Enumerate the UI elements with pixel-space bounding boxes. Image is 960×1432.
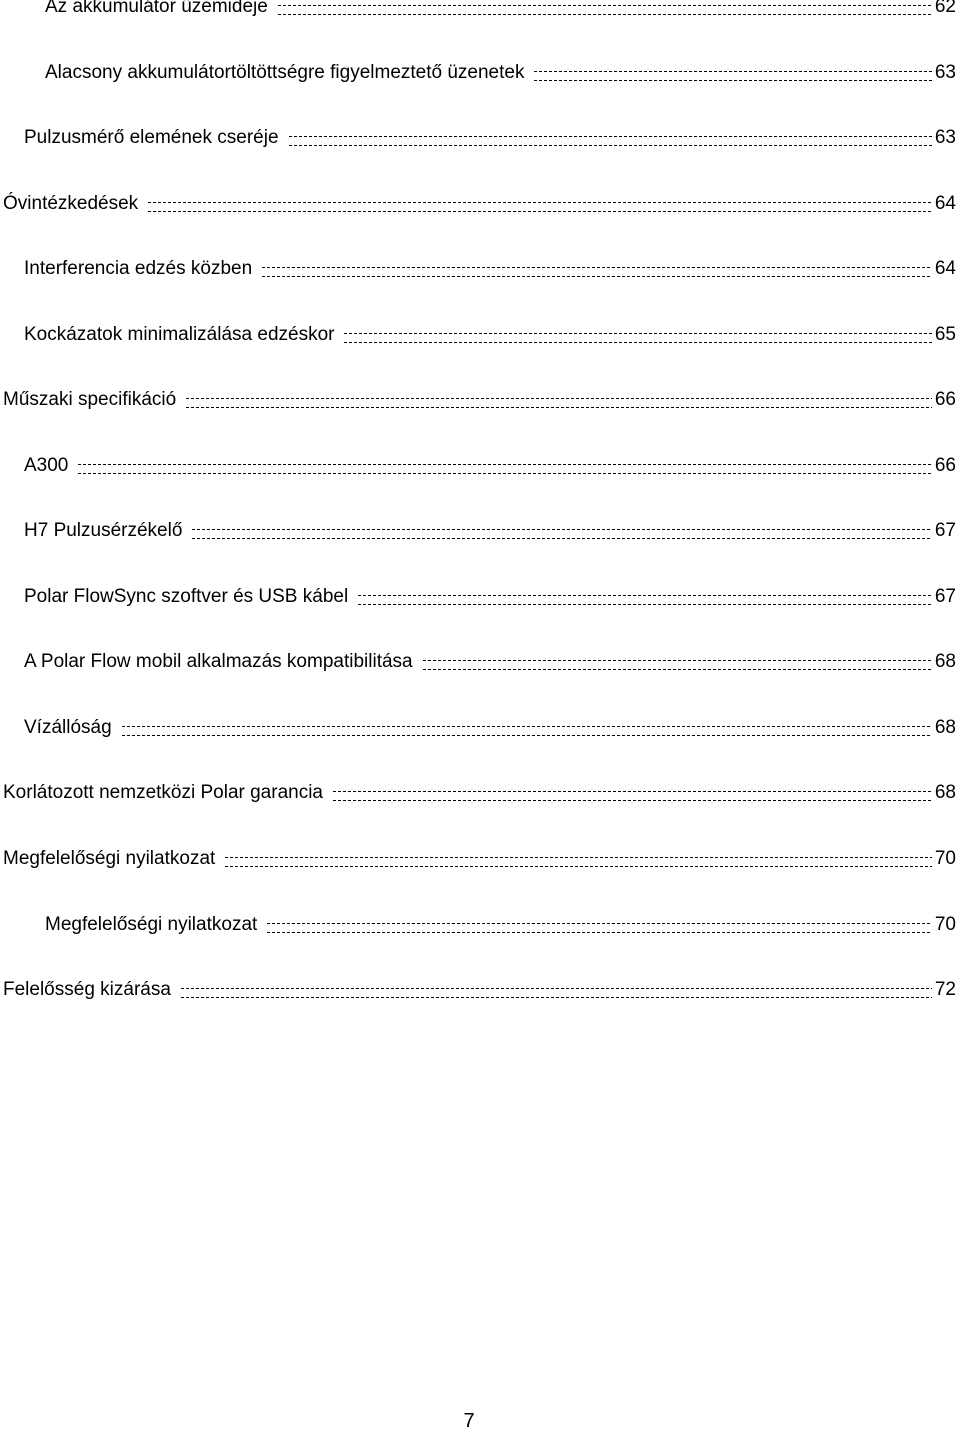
toc-entry-page: 63: [934, 127, 956, 148]
toc-entry[interactable]: [24, 449, 956, 477]
toc-entry-page: 68: [934, 782, 956, 803]
toc-dot-leader: [225, 857, 932, 867]
toc-dot-leader: [423, 660, 932, 670]
toc-entry-title: Műszaki specifikáció: [3, 389, 177, 410]
toc-entry-page: 70: [934, 848, 956, 869]
toc-entry[interactable]: [45, 56, 956, 84]
toc-entry-title: Polar FlowSync szoftver és USB kábel: [24, 586, 349, 607]
toc-entry[interactable]: [24, 318, 956, 346]
toc-dot-leader: [122, 726, 932, 736]
toc-entry-page: 67: [934, 520, 956, 541]
toc-entry-page: 62: [934, 0, 956, 17]
toc-dot-leader: [148, 202, 932, 212]
toc-entry-title: Alacsony akkumulátortöltöttségre figyelmeztető üzenetek: [45, 62, 525, 83]
toc-dot-leader: [289, 136, 932, 146]
toc-entry[interactable]: [24, 252, 956, 280]
toc-dot-leader: [78, 464, 931, 474]
toc-entry[interactable]: [24, 645, 956, 673]
toc-dot-leader: [534, 71, 931, 81]
toc-entry-title: Az akkumulátor üzemideje: [45, 0, 268, 17]
toc-dot-leader: [192, 529, 931, 539]
toc-entry[interactable]: [3, 776, 956, 804]
toc-entry[interactable]: [24, 711, 956, 739]
toc-entry[interactable]: [3, 383, 956, 411]
toc-entry-title: Pulzusmérő elemének cseréje: [24, 127, 279, 148]
toc-entry-title: Vízállóság: [24, 717, 112, 738]
toc-entry-title: A Polar Flow mobil alkalmazás kompatibilitása: [24, 651, 413, 672]
toc-dot-leader: [262, 267, 932, 277]
toc-entry[interactable]: [45, 908, 956, 936]
toc-entry[interactable]: [24, 580, 956, 608]
toc-entry-page: 66: [934, 389, 956, 410]
toc-entry[interactable]: [3, 973, 956, 1001]
toc-dot-leader: [278, 5, 932, 15]
toc-dot-leader: [267, 923, 932, 933]
toc-entry-page: 63: [934, 62, 956, 83]
page-number: 7: [463, 1410, 475, 1432]
toc-entry-page: 64: [934, 258, 956, 279]
toc-entry[interactable]: [45, 0, 956, 18]
toc-dot-leader: [186, 398, 932, 408]
toc-entry-page: 68: [934, 717, 956, 738]
toc-entry-title: Megfelelőségi nyilatkozat: [3, 848, 216, 869]
toc-dot-leader: [333, 791, 932, 801]
toc-entry-page: 65: [934, 324, 956, 345]
toc-entry[interactable]: [3, 842, 956, 870]
toc-entry-title: Megfelelőségi nyilatkozat: [45, 914, 258, 935]
toc-entry-title: Kockázatok minimalizálása edzéskor: [24, 324, 335, 345]
toc-entry-title: Felelősség kizárása: [3, 979, 171, 1000]
toc-entry-page: 64: [934, 193, 956, 214]
toc-entry-page: 72: [934, 979, 956, 1000]
toc-entry[interactable]: [24, 121, 956, 149]
toc-entry-title: Interferencia edzés közben: [24, 258, 253, 279]
toc-entry-page: 68: [934, 651, 956, 672]
toc-entry-title: A300: [24, 455, 69, 476]
toc-dot-leader: [358, 595, 932, 605]
toc-entry-title: Korlátozott nemzetközi Polar garancia: [3, 782, 323, 803]
toc-entry-page: 67: [934, 586, 956, 607]
toc-entry-title: H7 Pulzusérzékelő: [24, 520, 183, 541]
toc-entry-page: 66: [934, 455, 956, 476]
toc-dot-leader: [181, 988, 932, 998]
toc-entry[interactable]: [3, 187, 956, 215]
toc-entry-page: 70: [934, 914, 956, 935]
toc-dot-leader: [344, 333, 931, 343]
toc-entry-title: Óvintézkedések: [3, 193, 139, 214]
toc-entry[interactable]: [24, 514, 956, 542]
